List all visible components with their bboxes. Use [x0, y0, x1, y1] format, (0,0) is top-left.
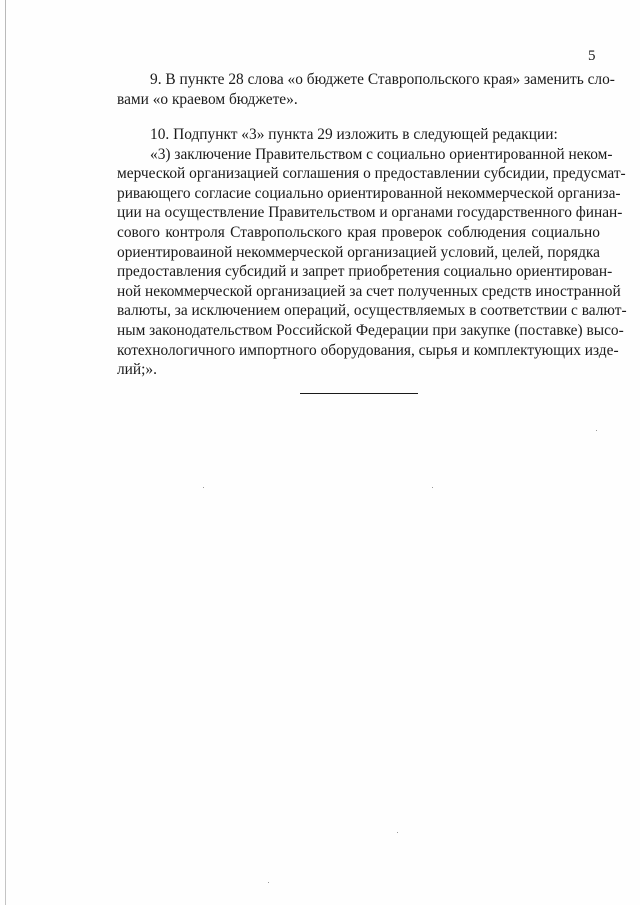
scan-speck — [268, 882, 269, 883]
scan-speck — [203, 487, 204, 488]
text-line: ции на осуществление Правительством и органами государственного финан- — [117, 204, 623, 222]
scan-speck — [432, 487, 433, 488]
page-number: 5 — [588, 48, 596, 64]
separator-line — [300, 393, 418, 394]
text-line: котехнологичного импортного оборудования, сырья и комплектующих изде- — [117, 341, 619, 359]
text-line: валюты, за исключением операций, осуществляемых в соответствии с валют- — [117, 302, 627, 320]
text-line: ривающего согласие социально ориентированной некоммерческой организа- — [117, 184, 621, 202]
scan-edge-line — [5, 0, 6, 905]
item-10-heading: 10. Подпункт «3» пункта 29 изложить в следующей редакции: — [150, 126, 558, 143]
text-line: ным законодательством Российской Федерации при закупке (поставке) высо- — [117, 321, 624, 339]
text-line: вами «о краевом бюджете». — [117, 90, 298, 108]
text-line: ной некоммерческой организацией за счет полученных средств иностранной — [117, 282, 621, 300]
item-9-paragraph — [117, 70, 615, 109]
text-line: мерческой организацией соглашения о предоставлении субсидии, предусмат- — [117, 165, 626, 183]
text-line: ориентироваиной некоммерческой организацией условий, целей, порядка — [117, 243, 601, 261]
text-line: «3) заключение Правительством с социально ориентированной неком- — [150, 145, 613, 163]
text-line: сового контроля Ставропольского края проверок соблюдения социально — [117, 223, 600, 241]
item-10-paragraph — [117, 125, 627, 380]
text-line: 9. В пункте 28 слова «о бюджете Ставропольского края» заменить сло- — [150, 71, 615, 88]
text-line: лий;». — [117, 361, 157, 379]
scan-speck — [397, 832, 398, 833]
text-line: предоставления субсидий и запрет приобретения социально ориентирован- — [117, 263, 613, 281]
scan-speck — [596, 430, 597, 431]
